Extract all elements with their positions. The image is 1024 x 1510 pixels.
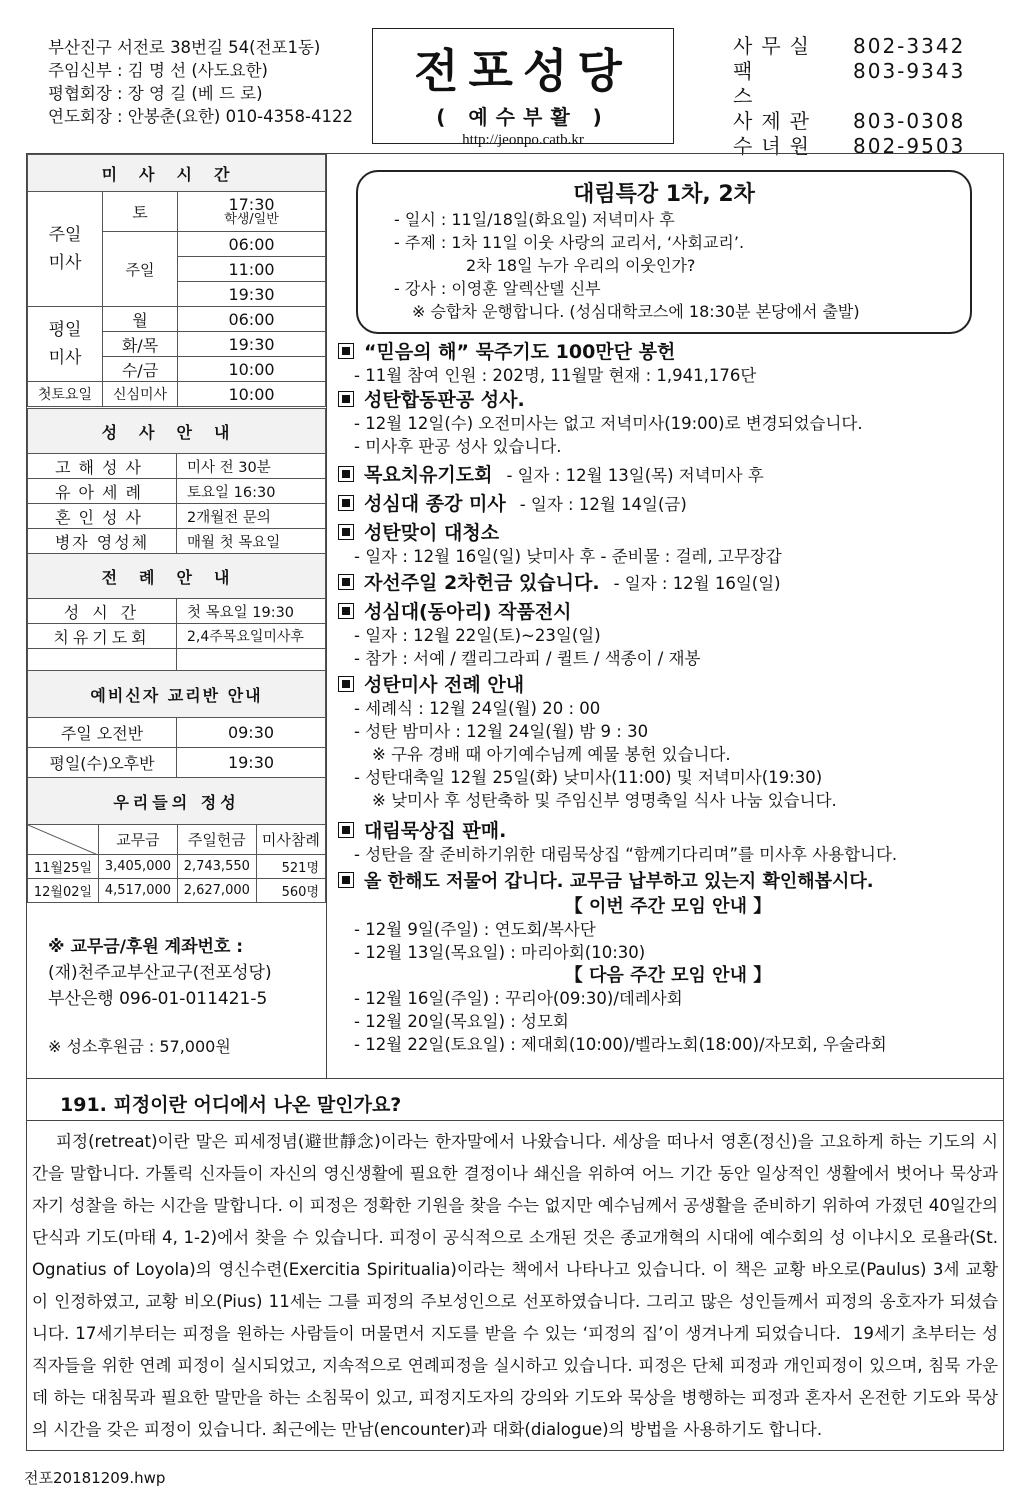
square-bullet-icon: [338, 676, 354, 692]
account-number: 부산은행 096-01-011421-5: [48, 989, 268, 1009]
notice-item: “믿음의 해” 묵주기도 100만단 봉헌: [338, 341, 998, 364]
lecture-details: [358, 208, 970, 323]
sunday-label: 주일: [103, 232, 178, 307]
notice-line: - 성탄 밤미사 : 12월 24일(월) 밤 9 : 30: [354, 722, 649, 741]
offering-title: 우리들의 정성: [28, 778, 326, 825]
sunday-mass-label: 주일 미사: [28, 192, 103, 307]
lecture-line: - 주제 : 1차 11일 이웃 사랑의 교리서, ‘사회교리’.: [394, 233, 745, 252]
article-divider: [26, 1120, 1003, 1121]
notice-line: - 11월 참여 인원 : 202명, 11월말 현재 : 1,941,176단: [354, 366, 757, 385]
sacrament-info: 매월 첫 목요일: [177, 529, 326, 554]
sacrament-title: 성사안내: [28, 409, 326, 454]
notice-line: - 성탄을 잘 준비하기위한 대림묵상집 “함께기다리며”를 미사후 사용합니다.: [354, 845, 898, 864]
offering-date: 12월02일: [28, 879, 99, 903]
parish-info: [48, 36, 353, 128]
memorial-president-line: 연도회장 : 안봉춘(요한) 010-4358-4122: [48, 107, 354, 126]
offering-header: 주일헌금: [177, 825, 256, 855]
sat-note: 학생/일반: [224, 211, 279, 227]
parish-url[interactable]: http://jeonpo.catb.kr: [462, 132, 584, 148]
notice-item: 대림묵상집 판매.: [338, 820, 998, 843]
sacrament-info: 미사 전 30분: [177, 454, 326, 479]
weekday-day: 월: [103, 307, 178, 332]
contact-rectory: 사제관 803-0308: [733, 109, 966, 133]
sat-time: 17:30: [228, 194, 275, 214]
article-body: 피정(retreat)이란 말은 피세정념(避世靜念)이라는 한자말에서 나왔습니다. 세상을 떠나서 영혼(정신)을 고요하게 하는 기도의 시간을 말합니다. 가톨릭 신자들이 자신의 영신생활에 필요한 결정이나 쇄신을 위하여 어느 기간 동안 일상적인 생활에서 벗어나 묵상과 자기 성찰을 하는 시간을 말합니다. 이 피정은 정확한 기원을 찾을 수는 없지만 예수님께서 공생활을 준비하기 위하여 가졌던 40일간의 단식과 기도(마태 4, 1-2)에서 찾을 수 있습니다. 피정이 공식적으로 소개된 것은 종교개혁의 시대에 예수회의 성 이냐시오 로욜라(St. Ognatius of Loyola)의 영신수련(Exercitia Spiritualia)이라는 책에서 나타나고 있습니다. 이 책은 교황 바오로(Paulus) 3세 교황이 인정하였고, 교황 비오(Pius) 11세는 그를 피정의 주보성인으로 선포하였습니다. 그리고 많은 성인들께서 피정의 옹호자가 되셨습니다. 17세기부터는 피정을 원하는 사람들이 머물면서 지도를 받을 수 있는 ‘피정의 집’이 생겨나게 되었습니다. 19세기 초부터는 성직자들을 위한 연례 피정이 실시되었고, 지속적으로 연례피정을 실시하고 있습니다. 피정은 단체 피정과 개인피정이 있으며, 침묵 가운데 하는 대침묵과 필요한 말만을 하는 소침묵이 있고, 피정지도자의 강의와 기도와 묵상을 병행하는 피정과 혼자서 온전한 기도와 묵상의 시간을 갖은 피정이 있습니다. 최근에는 만남(encounter)과 대화(dialogue)의 방법을 사용하기도 합니다.: [32, 1132, 1004, 1439]
contact-office: 사무실 802-3342: [733, 34, 966, 58]
account-heading: ※ 교무금/후원 계좌번호 :: [48, 937, 244, 957]
sacrament-name: 병자 영성체: [28, 529, 177, 554]
lecture-title: 대림특강 1차, 2차: [573, 182, 755, 207]
square-bullet-icon: [338, 603, 354, 619]
notice-item: 성탄맞이 대청소: [338, 522, 998, 545]
catechumen-class: 평일(수)오후반: [28, 748, 177, 778]
notice-line: ※ 구유 경배 때 아기예수님께 예물 봉헌 있습니다.: [372, 745, 731, 764]
first-saturday-type: 신심미사: [103, 382, 178, 407]
sacrament-name: 혼인성사: [28, 504, 177, 529]
catechumen-time: 19:30: [177, 748, 326, 778]
sacrament-info: 토요일 16:30: [177, 479, 326, 504]
parish-subtitle: ( 예수부활 ): [436, 105, 610, 129]
sun-time: 19:30: [178, 282, 326, 307]
weekday-time: 10:00: [178, 357, 326, 382]
column-divider: [326, 153, 327, 1078]
notice-item: 성심대 종강 미사 - 일자 : 12월 14일(금): [338, 493, 998, 516]
weekday-time: 19:30: [178, 332, 326, 357]
account-holder: (재)천주교부산교구(전포성당): [48, 963, 272, 983]
square-bullet-icon: [338, 495, 354, 511]
liturgy-name: 성 시 간: [28, 599, 177, 624]
square-bullet-icon: [338, 574, 354, 590]
vocation-sponsor: ※ 성소후원금 : 57,000원: [48, 1037, 231, 1056]
lecture-line: 2차 18일 누가 우리의 이웃인가?: [466, 256, 696, 275]
contact-convent: 수녀원 802-9503: [733, 134, 966, 158]
square-bullet-icon: [338, 872, 354, 888]
sun-time: 11:00: [178, 257, 326, 282]
sacrament-table: [27, 408, 326, 674]
offering-corner-cell: [28, 825, 99, 855]
next-week-title: 【 다음 주간 모임 안내 】: [564, 965, 772, 986]
address-line: 부산진구 서전로 38번길 54(전포1동): [48, 38, 321, 57]
this-week-title: 【 이번 주간 모임 안내 】: [564, 896, 772, 917]
weekday-day: 수/금: [103, 357, 178, 382]
next-week-line: - 12월 22일(토요일) : 제대회(10:00)/벨라노회(18:00)/자모회, 우술라회: [354, 1035, 887, 1054]
notice-line: - 성탄대축일 12월 25일(화) 낮미사(11:00) 및 저녁미사(19:30): [354, 768, 823, 787]
sat-label: 토: [103, 192, 178, 232]
notice-line: - 12월 12일(수) 오전미사는 없고 저녁미사(19:00)로 변경되었습니다.: [354, 414, 863, 433]
offering-table: [27, 777, 326, 903]
file-name: 전포20181209.hwp: [24, 1469, 166, 1487]
diagonal-line: [28, 825, 98, 855]
advent-lecture-box: [356, 170, 972, 334]
square-bullet-icon: [338, 524, 354, 540]
notice-item: 자선주일 2차헌금 있습니다. - 일자 : 12월 16일(일): [338, 572, 998, 595]
offering-date: 11월25일: [28, 855, 99, 879]
first-saturday-time: 10:00: [178, 382, 326, 407]
notice-line: - 미사후 판공 성사 있습니다.: [354, 437, 562, 456]
this-week-line: - 12월 13일(목요일) : 마리아회(10:30): [354, 943, 646, 962]
liturgy-name: 치유기도회: [28, 624, 177, 649]
first-saturday-label: 첫토요일: [28, 382, 103, 407]
square-bullet-icon: [338, 822, 354, 838]
sun-time: 06:00: [178, 232, 326, 257]
offering-value: 2,627,000: [177, 879, 256, 903]
contact-fax: 팩스 803-9343: [733, 59, 966, 108]
square-bullet-icon: [338, 343, 354, 359]
pastor-line: 주임신부 : 김 명 선 (사도요한): [48, 61, 268, 80]
offering-value: 4,517,000: [99, 879, 178, 903]
square-bullet-icon: [338, 391, 354, 407]
this-week-line: - 12월 9일(주일) : 연도회/복사단: [354, 920, 596, 939]
notice-line: ※ 낮미사 후 성탄축하 및 주임신부 영명축일 식사 나눔 있습니다.: [372, 791, 837, 810]
section-divider: [26, 1078, 1003, 1079]
notice-line: - 일자 : 12월 16일(일) 낮미사 후 - 준비물 : 걸레, 고무장갑: [354, 547, 782, 566]
contact-list: [733, 34, 965, 159]
parish-title: 전포성당: [414, 44, 632, 98]
square-bullet-icon: [338, 466, 354, 482]
offering-value: 560명: [256, 879, 325, 903]
offering-value: 2,743,550: [177, 855, 256, 879]
weekday-day: 화/목: [103, 332, 178, 357]
catechumen-table: [27, 670, 326, 778]
offering-header: 교무금: [99, 825, 178, 855]
offering-header: 미사참례: [256, 825, 325, 855]
offering-value: 3,405,000: [99, 855, 178, 879]
mass-title: 미사시간: [28, 155, 326, 192]
sacrament-info: 2개월전 문의: [177, 504, 326, 529]
lecture-line: ※ 승합차 운행합니다. (성심대학코스에 18:30분 본당에서 출발): [412, 302, 860, 321]
notice-item: 성탄미사 전례 안내: [338, 674, 998, 697]
liturgy-info: 첫 목요일 19:30: [177, 599, 326, 624]
catechumen-title: 예비신자 교리반 안내: [28, 671, 326, 718]
title-box: [372, 28, 674, 148]
next-week-line: - 12월 16일(주일) : 꾸리아(09:30)/데레사회: [354, 989, 683, 1008]
notice-item: 성심대(동아리) 작품전시: [338, 601, 998, 624]
notice-list: [338, 341, 998, 1056]
weekday-mass-label: 평일 미사: [28, 307, 103, 382]
catechumen-time: 09:30: [177, 718, 326, 748]
lecture-line: - 강사 : 이영훈 알렉산델 신부: [394, 279, 601, 298]
council-president-line: 평협회장 : 장 영 길 (베 드 로): [48, 84, 263, 103]
account-info: [48, 934, 272, 1060]
notice-item: 올 한해도 저물어 갑니다. 교무금 납부하고 있는지 확인해봅시다.: [338, 870, 998, 893]
sacrament-name: 유아세례: [28, 479, 177, 504]
mass-table: [27, 154, 326, 407]
sacrament-name: 고해성사: [28, 454, 177, 479]
article-title: 191. 피정이란 어디에서 나온 말인가요?: [60, 1094, 402, 1116]
lecture-line: - 일시 : 11일/18일(화요일) 저녁미사 후: [394, 210, 675, 229]
catechumen-class: 주일 오전반: [28, 718, 177, 748]
next-week-line: - 12월 20일(목요일) : 성모회: [354, 1012, 569, 1031]
notice-line: - 일자 : 12월 22일(토)~23일(일): [354, 626, 601, 645]
notice-line: - 참가 : 서예 / 캘리그라피 / 퀼트 / 색종이 / 재봉: [354, 649, 701, 668]
notice-line: - 세례식 : 12월 24일(월) 20 : 00: [354, 699, 601, 718]
liturgy-info: 2,4주목요일미사후: [177, 624, 326, 649]
notice-item: 목요치유기도회 - 일자 : 12월 13일(목) 저녁미사 후: [338, 464, 998, 487]
offering-value: 521명: [256, 855, 325, 879]
weekday-time: 06:00: [178, 307, 326, 332]
liturgy-title: 전례안내: [28, 554, 326, 599]
notice-item: 성탄합동판공 성사.: [338, 389, 998, 412]
